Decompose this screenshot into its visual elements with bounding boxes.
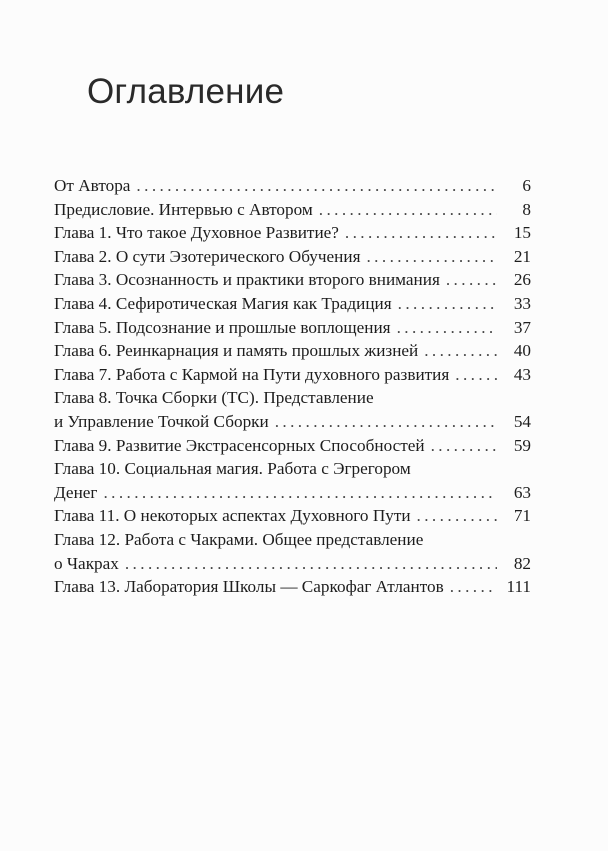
toc-entry — [54, 434, 531, 458]
toc-entry-title: Глава 1. Что такое Духовное Развитие? — [54, 223, 339, 243]
toc-entry — [54, 221, 531, 245]
toc-entry — [54, 339, 531, 363]
toc-entry — [54, 575, 531, 599]
table-of-contents — [54, 174, 531, 599]
dot-leader — [345, 221, 497, 245]
toc-entry-title: Предисловие. Интервью с Автором — [54, 199, 313, 219]
toc-entry-title: От Автора — [54, 176, 131, 195]
toc-entry-page: 37 — [513, 317, 531, 337]
toc-entry — [54, 363, 531, 387]
toc-entry-title: Глава 3. Осознанность и практики второго внимания — [54, 270, 440, 290]
toc-entry-page: 40 — [513, 341, 531, 361]
toc-entry-title: Глава 6. Реинкарнация и память прошлых жизней — [54, 341, 419, 361]
toc-entry-title-line1: Глава 8. Точка Сборки (ТС). Представление — [54, 388, 374, 408]
toc-entry — [54, 245, 531, 269]
dot-leader — [446, 268, 497, 292]
toc-entry-page: 63 — [513, 482, 531, 502]
dot-leader — [398, 292, 497, 316]
toc-entry-page: 111 — [506, 577, 531, 597]
toc-entry-title: Глава 5. Подсознание и прошлые воплощения — [54, 317, 391, 337]
toc-entry-page: 82 — [513, 553, 531, 573]
toc-entry-title-line2: о Чакрах — [54, 553, 119, 573]
toc-entry — [54, 457, 531, 504]
page-title: Оглавление — [87, 72, 285, 111]
toc-entry-page: 71 — [513, 506, 531, 526]
toc-entry-title-line2: и Управление Точкой Сборки — [54, 411, 269, 431]
dot-leader — [455, 363, 497, 387]
toc-entry — [54, 316, 531, 340]
dot-leader — [424, 339, 497, 363]
dot-leader — [431, 434, 497, 458]
toc-entry — [54, 198, 531, 222]
dot-leader — [275, 410, 497, 434]
toc-entry-title: Глава 11. О некоторых аспектах Духовного Пути — [54, 506, 411, 526]
dot-leader — [125, 552, 497, 576]
toc-entry-page: 54 — [513, 411, 531, 431]
dot-leader — [366, 245, 497, 269]
dot-leader — [450, 575, 497, 599]
toc-entry-page: 21 — [513, 246, 531, 266]
toc-entry-title-line1: Глава 12. Работа с Чакрами. Общее представление — [54, 529, 424, 549]
toc-entry — [54, 386, 531, 433]
dot-leader — [417, 504, 497, 528]
toc-entry-title: Глава 7. Работа с Кармой на Пути духовного развития — [54, 364, 450, 384]
toc-entry-page: 33 — [513, 293, 531, 313]
toc-entry-page: 26 — [513, 270, 531, 290]
toc-entry-title: Глава 4. Сефиротическая Магия как Традиция — [54, 293, 392, 313]
toc-entry-page: 8 — [522, 199, 531, 219]
toc-entry — [54, 528, 531, 575]
toc-entry-title: Глава 9. Развитие Экстрасенсорных Способностей — [54, 435, 425, 455]
toc-entry-page: 6 — [522, 176, 531, 195]
toc-entry — [54, 174, 531, 198]
toc-entry-title-line1: Глава 10. Социальная магия. Работа с Эгрегором — [54, 459, 411, 479]
dot-leader — [103, 481, 497, 505]
toc-entry — [54, 268, 531, 292]
toc-entry-title: Глава 13. Лаборатория Школы — Саркофаг Атлантов — [54, 577, 444, 597]
toc-entry — [54, 504, 531, 528]
toc-entry-title: Глава 2. О сути Эзотерического Обучения — [54, 246, 361, 266]
toc-entry-page: 59 — [513, 435, 531, 455]
dot-leader — [397, 316, 497, 340]
toc-entry-page: 15 — [513, 223, 531, 243]
toc-entry-title-line2: Денег — [54, 482, 98, 502]
toc-entry — [54, 292, 531, 316]
toc-entry-page: 43 — [513, 364, 531, 384]
dot-leader — [136, 174, 497, 198]
dot-leader — [319, 198, 497, 222]
